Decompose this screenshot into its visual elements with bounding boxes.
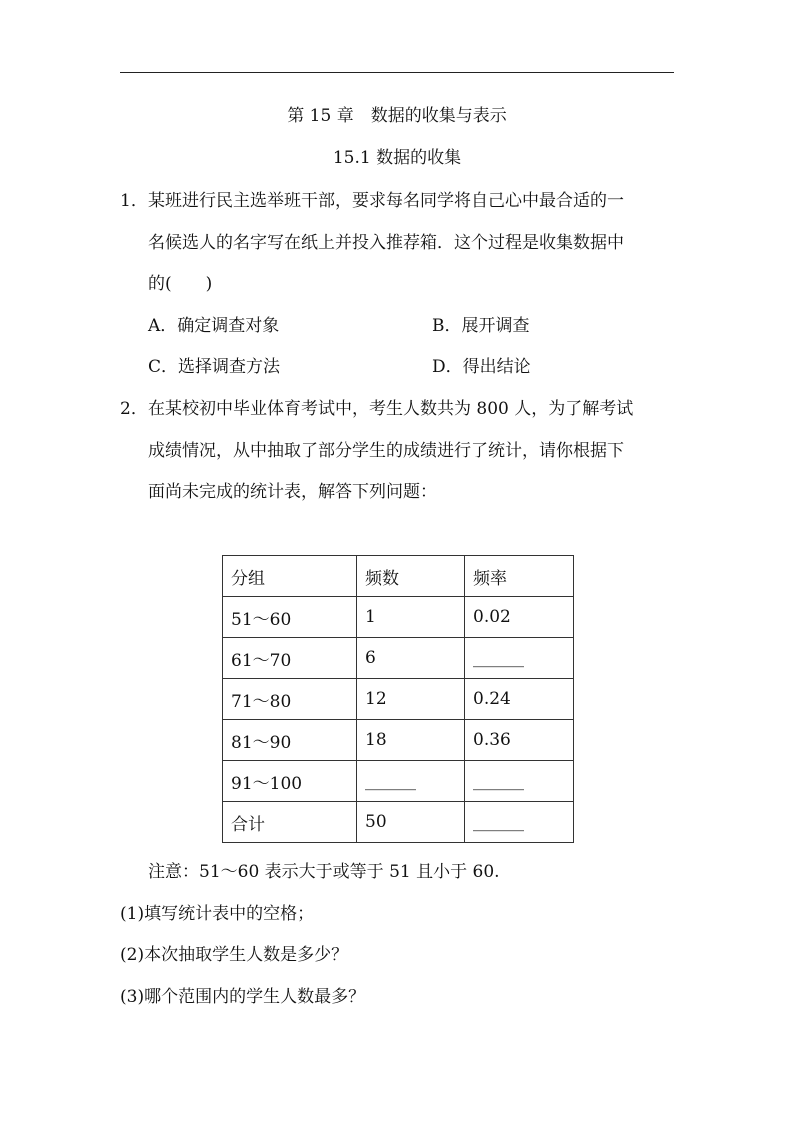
table-row — [223, 720, 574, 761]
q1-line-1: 某班进行民主选举班干部，要求每名同学将自己心中最合适的一 — [148, 191, 624, 211]
q1-option-b: B．展开调查 — [432, 316, 530, 336]
table-blank-cell: ______ — [357, 761, 465, 802]
table-cell: 71～80 — [223, 679, 357, 720]
table-cell: 12 — [357, 679, 465, 720]
q2-line-2: 成绩情况，从中抽取了部分学生的成绩进行了统计，请你根据下 — [148, 441, 624, 461]
q2-sub-3: (3)哪个范围内的学生人数最多？ — [120, 987, 366, 1007]
table-cell: 51～60 — [223, 597, 357, 638]
chapter-title: 第 15 章 数据的收集与表示 — [287, 106, 507, 126]
q1-number: 1． — [120, 191, 148, 211]
table-row — [223, 679, 574, 720]
table-blank-cell: ______ — [465, 761, 574, 802]
table-row — [223, 638, 574, 679]
table-note: 注意：51～60 表示大于或等于 51 且小于 60. — [148, 862, 500, 882]
table-cell: 50 — [357, 802, 465, 843]
q2-sub-1: (1)填写统计表中的空格； — [120, 904, 315, 924]
q1-option-c: C．选择调查方法 — [148, 357, 281, 377]
table-cell: 81～90 — [223, 720, 357, 761]
table-blank-cell: ______ — [465, 802, 574, 843]
table-cell: 0.02 — [465, 597, 574, 638]
table-cell: 合计 — [223, 802, 357, 843]
q2-sub-2: (2)本次抽取学生人数是多少？ — [120, 945, 349, 965]
q1-line-2: 名候选人的名字写在纸上并投入推荐箱．这个过程是收集数据中 — [148, 233, 624, 253]
table-cell: 0.36 — [465, 720, 574, 761]
table-header-cell: 频率 — [465, 556, 574, 597]
section-title: 15.1 数据的收集 — [332, 148, 462, 168]
table-header-cell: 分组 — [223, 556, 357, 597]
table-cell: 6 — [357, 638, 465, 679]
table-cell: 1 — [357, 597, 465, 638]
header-rule — [120, 72, 674, 73]
table-cell: 61～70 — [223, 638, 357, 679]
q1-option-d: D．得出结论 — [432, 357, 531, 377]
q2-line-3: 面尚未完成的统计表，解答下列问题： — [148, 482, 437, 502]
table-total-row — [223, 802, 574, 843]
table-row — [223, 761, 574, 802]
table-header-cell: 频数 — [357, 556, 465, 597]
table-cell: 18 — [357, 720, 465, 761]
q1-line-3: 的( ) — [148, 274, 213, 294]
q2-number: 2． — [120, 399, 148, 419]
table-row — [223, 597, 574, 638]
q1-option-a: A．确定调查对象 — [148, 316, 280, 336]
q2-line-1: 在某校初中毕业体育考试中，考生人数共为 800 人，为了解考试 — [148, 399, 634, 419]
frequency-table — [222, 555, 574, 843]
table-header-row — [223, 556, 574, 597]
table-cell: 91～100 — [223, 761, 357, 802]
table-blank-cell: ______ — [465, 638, 574, 679]
table-cell: 0.24 — [465, 679, 574, 720]
